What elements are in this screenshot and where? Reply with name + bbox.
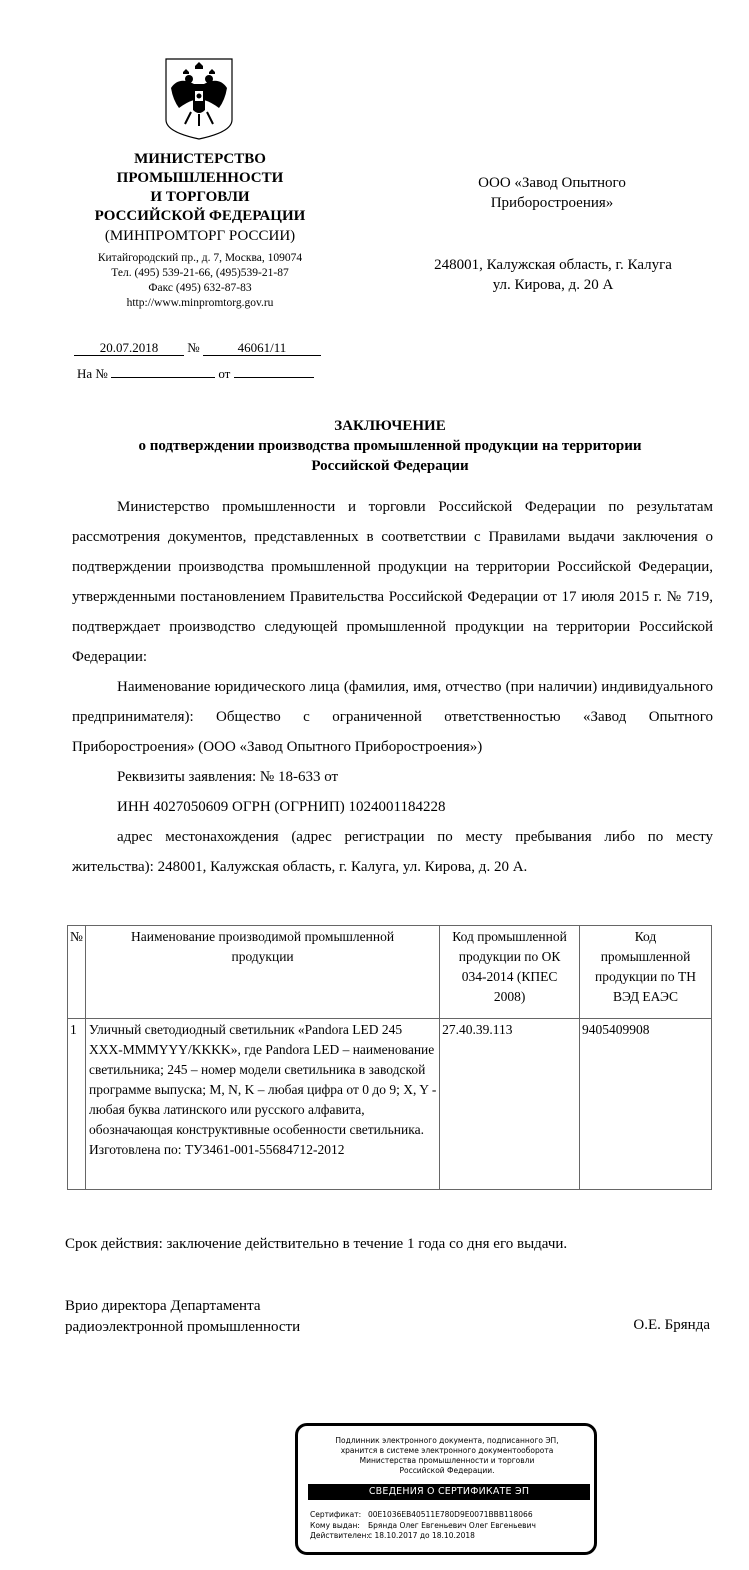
valid-value: с 18.10.2017 до 18.10.2018 [368, 1531, 475, 1540]
reply-number-blank [111, 362, 215, 378]
recipient-company-line-2: Приборостроения» [490, 195, 614, 211]
coat-of-arms-emblem [165, 58, 233, 140]
recipient-address-line-1: 248001, Калужская область, г. Калуга [434, 257, 672, 273]
stamp-note-line-4: Российской Федерации. [399, 1466, 495, 1475]
header-okpd-code: Код промышленной продукции по ОК 034-2014 (КПЕС 2008) [440, 926, 580, 1019]
ministry-website: http://www.minpromtorg.gov.ru [126, 297, 274, 309]
reply-label: На № [77, 366, 108, 381]
stamp-note [318, 1436, 576, 1476]
row-okpd-code: 27.40.39.113 [440, 1019, 580, 1190]
row-number: 1 [68, 1019, 86, 1190]
valid-label: Действителен: [310, 1531, 369, 1540]
row-tnved-code: 9405409908 [580, 1019, 712, 1190]
signer-position [65, 1296, 300, 1338]
product-table [67, 925, 712, 1190]
stamp-note-line-1: Подлинник электронного документа, подписанного ЭП, [335, 1436, 559, 1445]
stamp-note-line-2: хранится в системе электронного документооборота [340, 1446, 554, 1455]
signer-name: О.Е. Брянда [633, 1317, 710, 1333]
signer-position-line-1: Врио директора Департамента [65, 1298, 261, 1314]
body-application-paragraph: Реквизиты заявления: № 18-633 от [117, 769, 339, 785]
recipient-company-line-1: ООО «Завод Опытного [478, 175, 626, 191]
stamp-banner: СВЕДЕНИЯ О СЕРТИФИКАТЕ ЭП [308, 1484, 590, 1500]
stamp-note-line-3: Министерства промышленности и торговли [359, 1456, 535, 1465]
registration-date: 20.07.2018 [74, 340, 184, 356]
ministry-fax: Факс (495) 632-87-83 [148, 282, 252, 294]
table-row [68, 1019, 712, 1190]
document-subtitle-line-2: Российской Федерации [311, 458, 469, 474]
stamp-certificate-info [310, 1510, 536, 1542]
ministry-name-line-3: И ТОРГОВЛИ [150, 189, 250, 205]
header-tnved-code: Код промышленной продукции по ТН ВЭД ЕАЭС [580, 926, 712, 1019]
document-body [72, 492, 713, 882]
reply-date-blank [234, 362, 314, 378]
recipient-address-line-2: ул. Кирова, д. 20 А [492, 277, 614, 293]
header-product-name: Наименование производимой промышленной продукции [85, 926, 439, 1019]
body-ids-paragraph: ИНН 4027050609 ОГРН (ОГРНИП) 1024001184228 [117, 799, 446, 815]
ministry-name-line-4: РОССИЙСКОЙ ФЕДЕРАЦИИ [94, 208, 306, 224]
table-header-row [68, 926, 712, 1019]
ministry-short-name: (МИНПРОМТОРГ РОССИИ) [104, 228, 296, 244]
header-number: № [68, 926, 86, 1019]
reply-line [77, 362, 314, 382]
number-sign: № [187, 340, 200, 355]
ministry-phone: Тел. (495) 539-21-66, (495)539-21-87 [111, 267, 289, 279]
reply-from-label: от [218, 366, 231, 381]
row-product-name: Уличный светодиодный светильник «Pandora LED 245 XXX-MMMYYY/KKKK», где Pandora LED – наименование светильника; 245 – номер модели светильника в заводской программе выпуска; M, N, K – любая цифра от 0 до 9; X, Y - любая буква латинского или русского алфавита, обозначающая конструктивные особенности светильника. Изготовлена по: ТУ3461-001-55684712-2012 [85, 1019, 439, 1190]
issued-to-value: Брянда Олег Евгеньевич Олег Евгеньевич [368, 1520, 536, 1530]
body-intro-paragraph: Министерство промышленности и торговли Российской Федерации по результатам рассмотрения документов, представленных в соответствии с Правилами выдачи заключения о подтверждении производства промышленной продукции на территории Российской Федерации, утвержденными постановлением Правительства Российской Федерации от 17 июля 2015 г. № 719, подтверждает производство следующей промышленной продукции на территории Российской Федерации: [72, 499, 713, 665]
document-heading: ЗАКЛЮЧЕНИЕ [334, 418, 446, 434]
certificate-value: 00E1036EB40511E780D9E0071BBB118066 [368, 1510, 533, 1519]
validity-statement: Срок действия: заключение действительно в течение 1 года со дня его выдачи. [65, 1236, 568, 1252]
registration-number: 46061/11 [203, 340, 321, 356]
certificate-label: Сертификат: [310, 1510, 362, 1519]
signer-position-line-2: радиоэлектронной промышленности [65, 1319, 301, 1335]
body-entity-paragraph: Наименование юридического лица (фамилия, имя, отчество (при наличии) индивидуального предпринимателя): Общество с ограниченной ответственностью «Завод Опытного Приборостроения» (ООО «Завод Опытного Приборостроения») [72, 679, 713, 755]
e-signature-stamp [295, 1423, 597, 1555]
document-subtitle-line-1: о подтверждении производства промышленной продукции на территории [138, 438, 642, 454]
issued-to-label: Кому выдан: [310, 1520, 360, 1530]
ministry-name-line-1: МИНИСТЕРСТВО [134, 151, 266, 167]
ministry-name-line-2: ПРОМЫШЛЕННОСТИ [116, 170, 284, 186]
registration-line [74, 340, 321, 356]
body-address-paragraph: адрес местонахождения (адрес регистрации по месту пребывания либо по месту жительства): 248001, Калужская область, г. Калуга, ул. Кирова, д. 20 А. [72, 829, 713, 875]
ministry-address: Китайгородский пр., д. 7, Москва, 109074 [97, 252, 303, 264]
